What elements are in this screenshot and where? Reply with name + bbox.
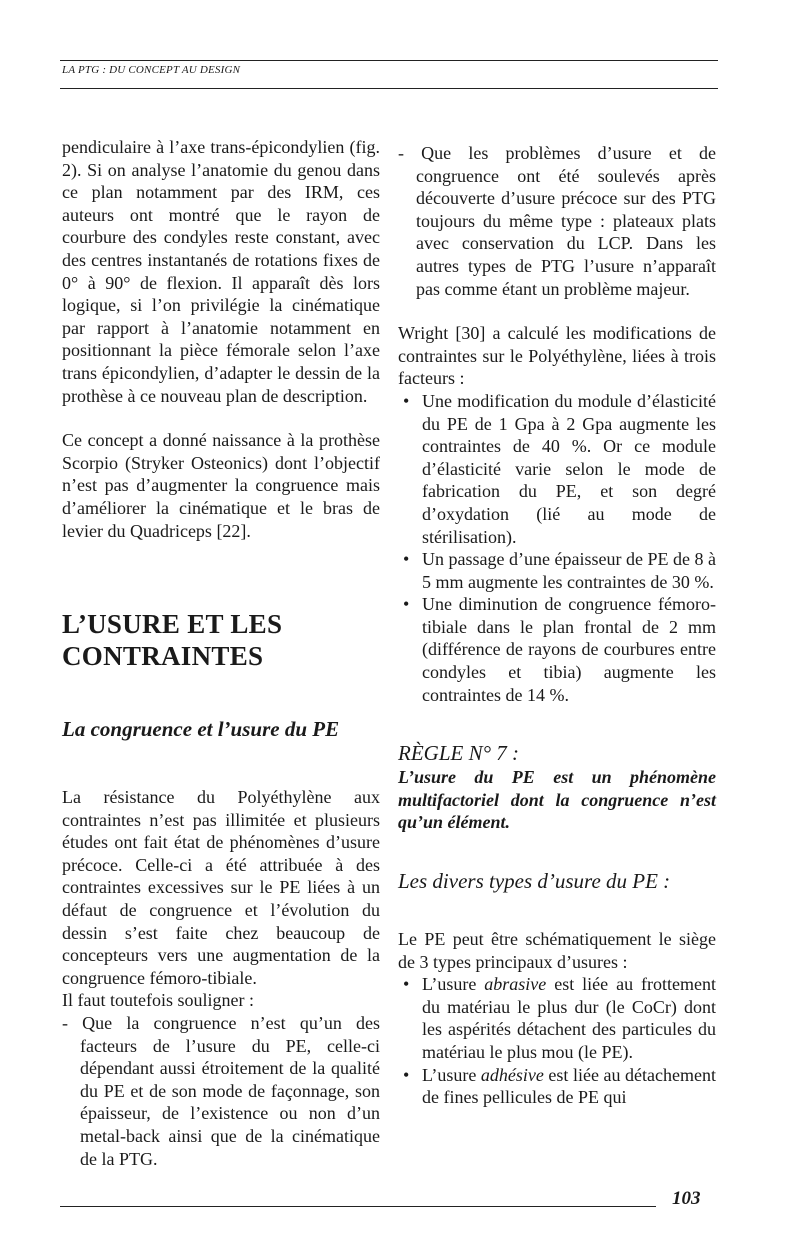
bullet-item: • L’usure adhésive est liée au détachement de fines pellicules de PE qui <box>398 1064 716 1109</box>
bullet-list <box>398 390 716 706</box>
footer-rule <box>60 1206 656 1207</box>
term-abrasive: abrasive <box>484 974 547 995</box>
bullet-item: • L’usure abrasive est liée au frottement du matériau le plus dur (le CoCr) dont les aspérités détachent des particules du matériau le plus mou (le PE). <box>398 973 716 1063</box>
paragraph: La résistance du Polyéthylène aux contraintes n’est pas illimitée et plusieurs études ont fait état de phénomènes d’usure précoce. Celle-ci a été attribuée à des contraintes excessives sur le PE liées à un défaut de congruence et l’évolution du dessin s’est faite chez beaucoup de concepteurs vers une augmentation de la congruence fémoro-tibiale. <box>62 787 380 988</box>
dash-item: - Que la congruence n’est qu’un des facteurs de l’usure du PE, celle-ci dépendant aussi étroitement de la qualité du PE et de son mode de façonnage, son épaisseur, de l’existence ou non d’un metal-back ainsi que de la cinématique de la PTG. <box>62 1013 380 1169</box>
paragraph: Il faut toutefois souligner : <box>62 990 254 1011</box>
right-column <box>398 142 716 1109</box>
running-head: LA PTG : DU CONCEPT AU DESIGN <box>62 64 241 76</box>
left-column <box>62 136 380 1170</box>
subsection-title: La congruence et l’usure du PE <box>62 717 340 742</box>
bullet-item: • Une modification du module d’élasticité du PE de 1 Gpa à 2 Gpa augmente les contraintes de 40 %. Or ce module d’élasticité varie selon le mode de fabrication du PE, et son degré d’oxydation (lié au mode de stérilisation). <box>398 390 716 548</box>
page-number: 103 <box>672 1188 701 1209</box>
bullet-item: • Un passage d’une épaisseur de PE de 8 à 5 mm augmente les contraintes de 30 %. <box>398 548 716 593</box>
paragraph: Wright [30] a calculé les modifications de contraintes sur le Polyéthylène, liées à trois facteurs : <box>398 323 716 389</box>
term-adhesive: adhésive <box>480 1064 544 1085</box>
header-rule-bottom <box>60 88 718 89</box>
section-title: L’USURE ET LES CONTRAINTES <box>62 609 283 672</box>
header-rule-top <box>60 60 718 61</box>
bullet-item: • Une diminution de congruence fémoro-tibiale dans le plan frontal de 2 mm (différence de rayons de courbures entre condyles et tibia) augmente les contraintes de 14 %. <box>398 593 716 706</box>
wear-type-list <box>398 973 716 1109</box>
rule-title: RÈGLE N° 7 : <box>398 741 519 766</box>
paragraph: Ce concept a donné naissance à la prothèse Scorpio (Stryker Osteonics) dont l’objectif n’est pas d’augmenter la congruence mais d’améliorer la cinématique et le bras de levier du Quadriceps [22]. <box>62 430 380 541</box>
dash-item: - Que les problèmes d’usure et de congruence ont été soulevés après découverte d’usure précoce sur des PTG toujours du même type : plateaux plats avec conservation du LCP. Dans les autres types de PTG l’usure n’apparaît pas comme étant un problème majeur. <box>398 143 716 299</box>
rule-text: L’usure du PE est un phénomène multifactoriel dont la congruence n’est qu’un élément. <box>398 767 716 833</box>
paragraph: pendiculaire à l’axe trans-épicondylien (fig. 2). Si on analyse l’anatomie du genou dans ce plan notamment par des IRM, ces auteurs ont montré que le rayon de courbure des condyles reste constant, avec des centres instantanés de rotations fixes de 0° à 90° de flexion. Il apparaît dès lors logique, si l’on privilégie la cinématique par rapport à l’anatomie notamment en positionnant la pièce fémorale selon l’axe trans épicondylien, d’adapter le dessin de la prothèse à ce nouveau plan de description. <box>62 137 380 406</box>
subsection-title: Les divers types d’usure du PE : <box>398 869 671 894</box>
paragraph: Le PE peut être schématiquement le siège de 3 types principaux d’usures : <box>398 929 716 972</box>
